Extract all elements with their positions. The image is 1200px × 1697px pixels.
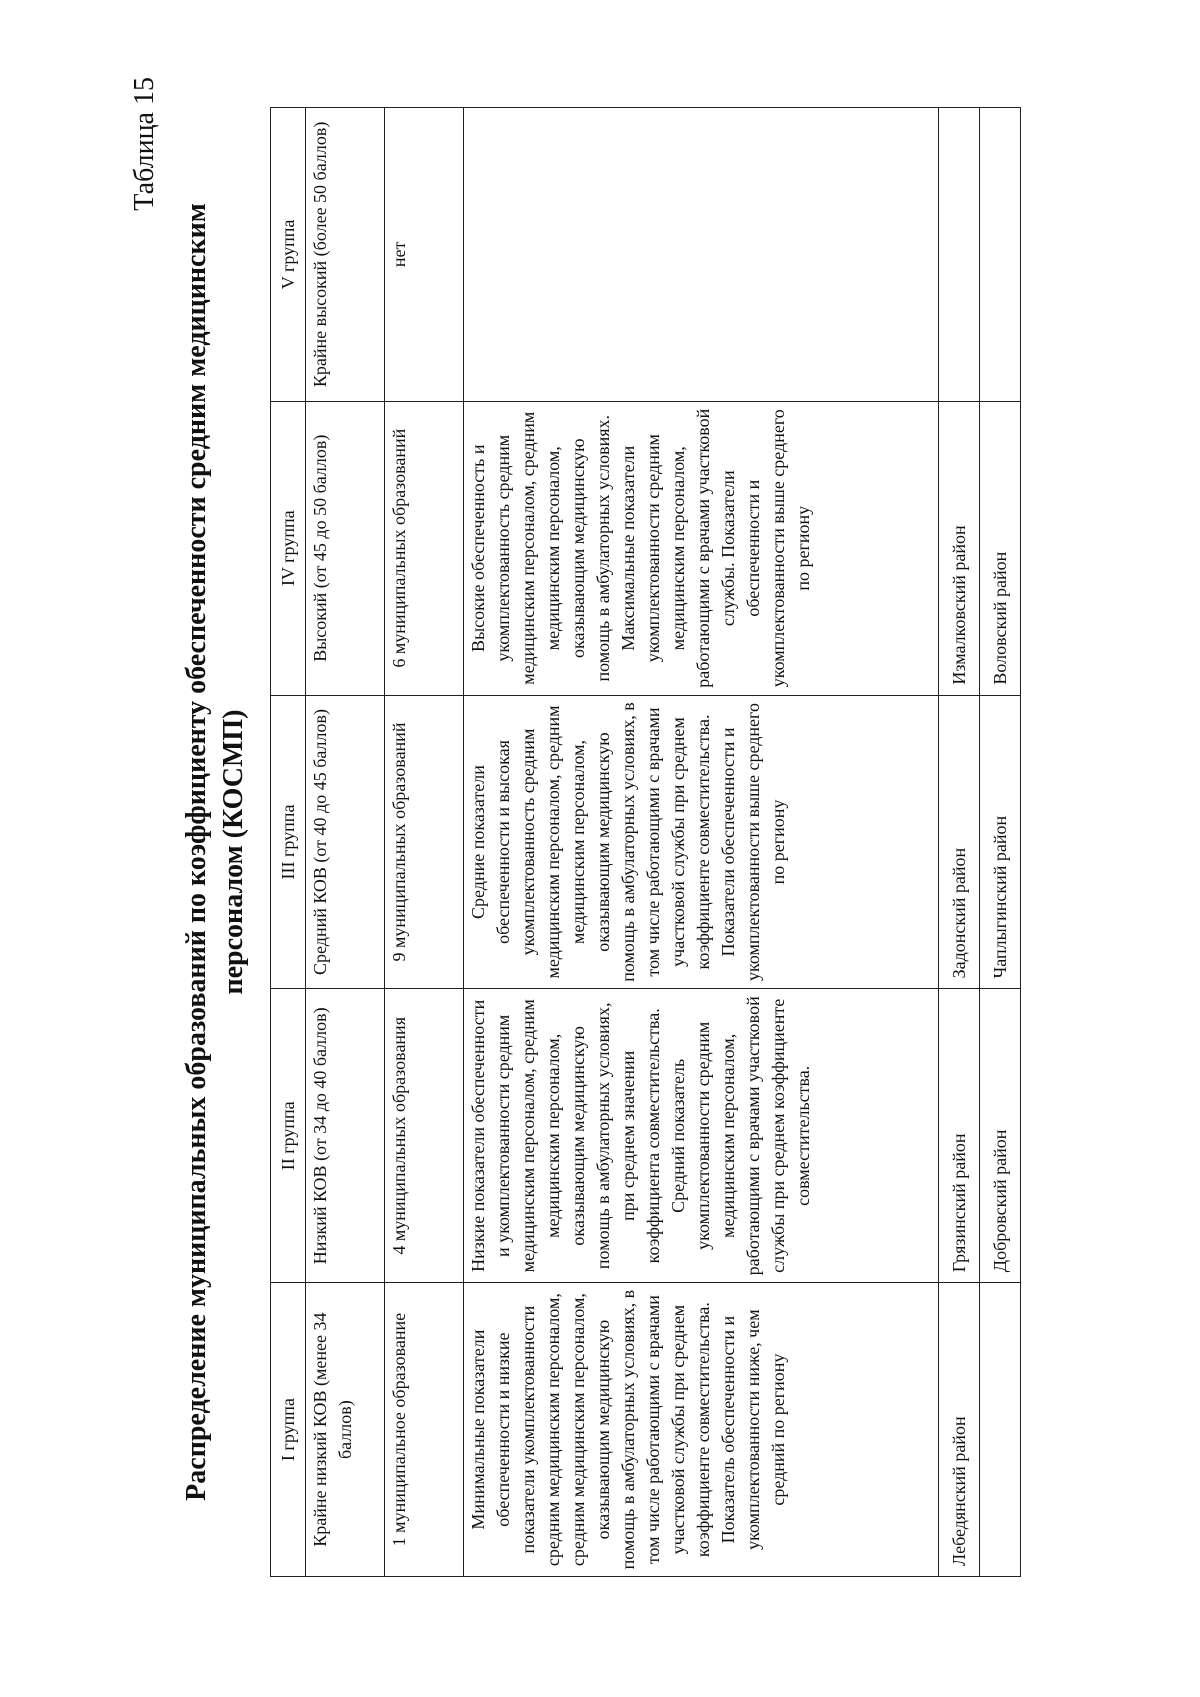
distribution-table	[270, 107, 1021, 1577]
description-cell: Низкие показатели обеспеченности и укомплектованности средним медицинским персоналом, средним медицинским персоналом, оказывающим медицинскую помощь в амбулаторных условиях, при среднем значении коэффициента совместительства. Средний показатель укомплектованности средним медицинским персоналом, работающими с врачами участковой службы при среднем коэффициенте совместительства.	[464, 989, 939, 1283]
header-cell: IV группа	[271, 401, 306, 695]
district-cell	[980, 108, 1021, 402]
district-cell: Задонский район	[939, 695, 980, 989]
table-number: Таблица 15	[129, 77, 160, 211]
description-cell: Высокие обеспеченность и укомплектованность средним медицинским персоналом, средним медицинским персоналом, оказывающим медицинскую помощь в амбулаторных условиях. Максимальные показатели укомплектованности средним медицинским персоналом, работающими с врачами участковой службы. Показатели обеспеченности и укомплектованности выше среднего по региону	[464, 401, 939, 695]
level-row	[306, 108, 385, 1577]
count-cell: 9 муниципальных образований	[385, 695, 464, 989]
district-cell: Воловский район	[980, 401, 1021, 695]
district-cell	[980, 1283, 1021, 1577]
count-cell: 6 муниципальных образований	[385, 401, 464, 695]
table-title-line-2: персоналом (КОСМП)	[218, 709, 249, 995]
district-cell	[939, 108, 980, 402]
description-cell	[464, 108, 939, 402]
level-cell: Крайне высокий (более 50 баллов)	[306, 108, 385, 402]
header-cell: III группа	[271, 695, 306, 989]
level-cell: Низкий КОВ (от 34 до 40 баллов)	[306, 989, 385, 1283]
count-cell: 1 муниципальное образование	[385, 1283, 464, 1577]
district-cell: Измалковский район	[939, 401, 980, 695]
description-cell: Средние показатели обеспеченности и высокая укомплектованность средним медицинским персоналом, средним медицинским персоналом, оказывающим медицинскую помощь в амбулаторных условиях, в том числе работающими с врачами участковой службы при среднем коэффициенте совместительства. Показатели обеспеченности и укомплектованности выше среднего по региону	[464, 695, 939, 989]
header-cell: II группа	[271, 989, 306, 1283]
district-row	[939, 108, 980, 1577]
level-cell: Крайне низкий КОВ (менее 34 баллов)	[306, 1283, 385, 1577]
count-cell: 4 муниципальных образования	[385, 989, 464, 1283]
level-cell: Высокий (от 45 до 50 баллов)	[306, 401, 385, 695]
table-header-row	[271, 108, 306, 1577]
count-cell: нет	[385, 108, 464, 402]
district-row	[980, 108, 1021, 1577]
table-title	[178, 137, 252, 1567]
count-row	[385, 108, 464, 1577]
header-cell: V группа	[271, 108, 306, 402]
district-cell: Грязинский район	[939, 989, 980, 1283]
description-cell: Минимальные показатели обеспеченности и низкие показатели укомплектованности средним медицинским персоналом, средним медицинским персоналом, оказывающим медицинскую помощь в амбулаторных условиях, в том числе работающими с врачами участковой службы при среднем коэффициенте совместительства. Показатель обеспеченности и укомплектованности ниже, чем средний по региону	[464, 1283, 939, 1577]
level-cell: Средний КОВ (от 40 до 45 баллов)	[306, 695, 385, 989]
table-title-line-1: Распределение муниципальных образований по коэффициенту обеспеченности средним медицинским	[181, 203, 212, 1501]
district-cell: Добровский район	[980, 989, 1021, 1283]
district-cell: Чаплыгинский район	[980, 695, 1021, 989]
description-row	[464, 108, 939, 1577]
district-cell: Лебедянский район	[939, 1283, 980, 1577]
header-cell: I группа	[271, 1283, 306, 1577]
